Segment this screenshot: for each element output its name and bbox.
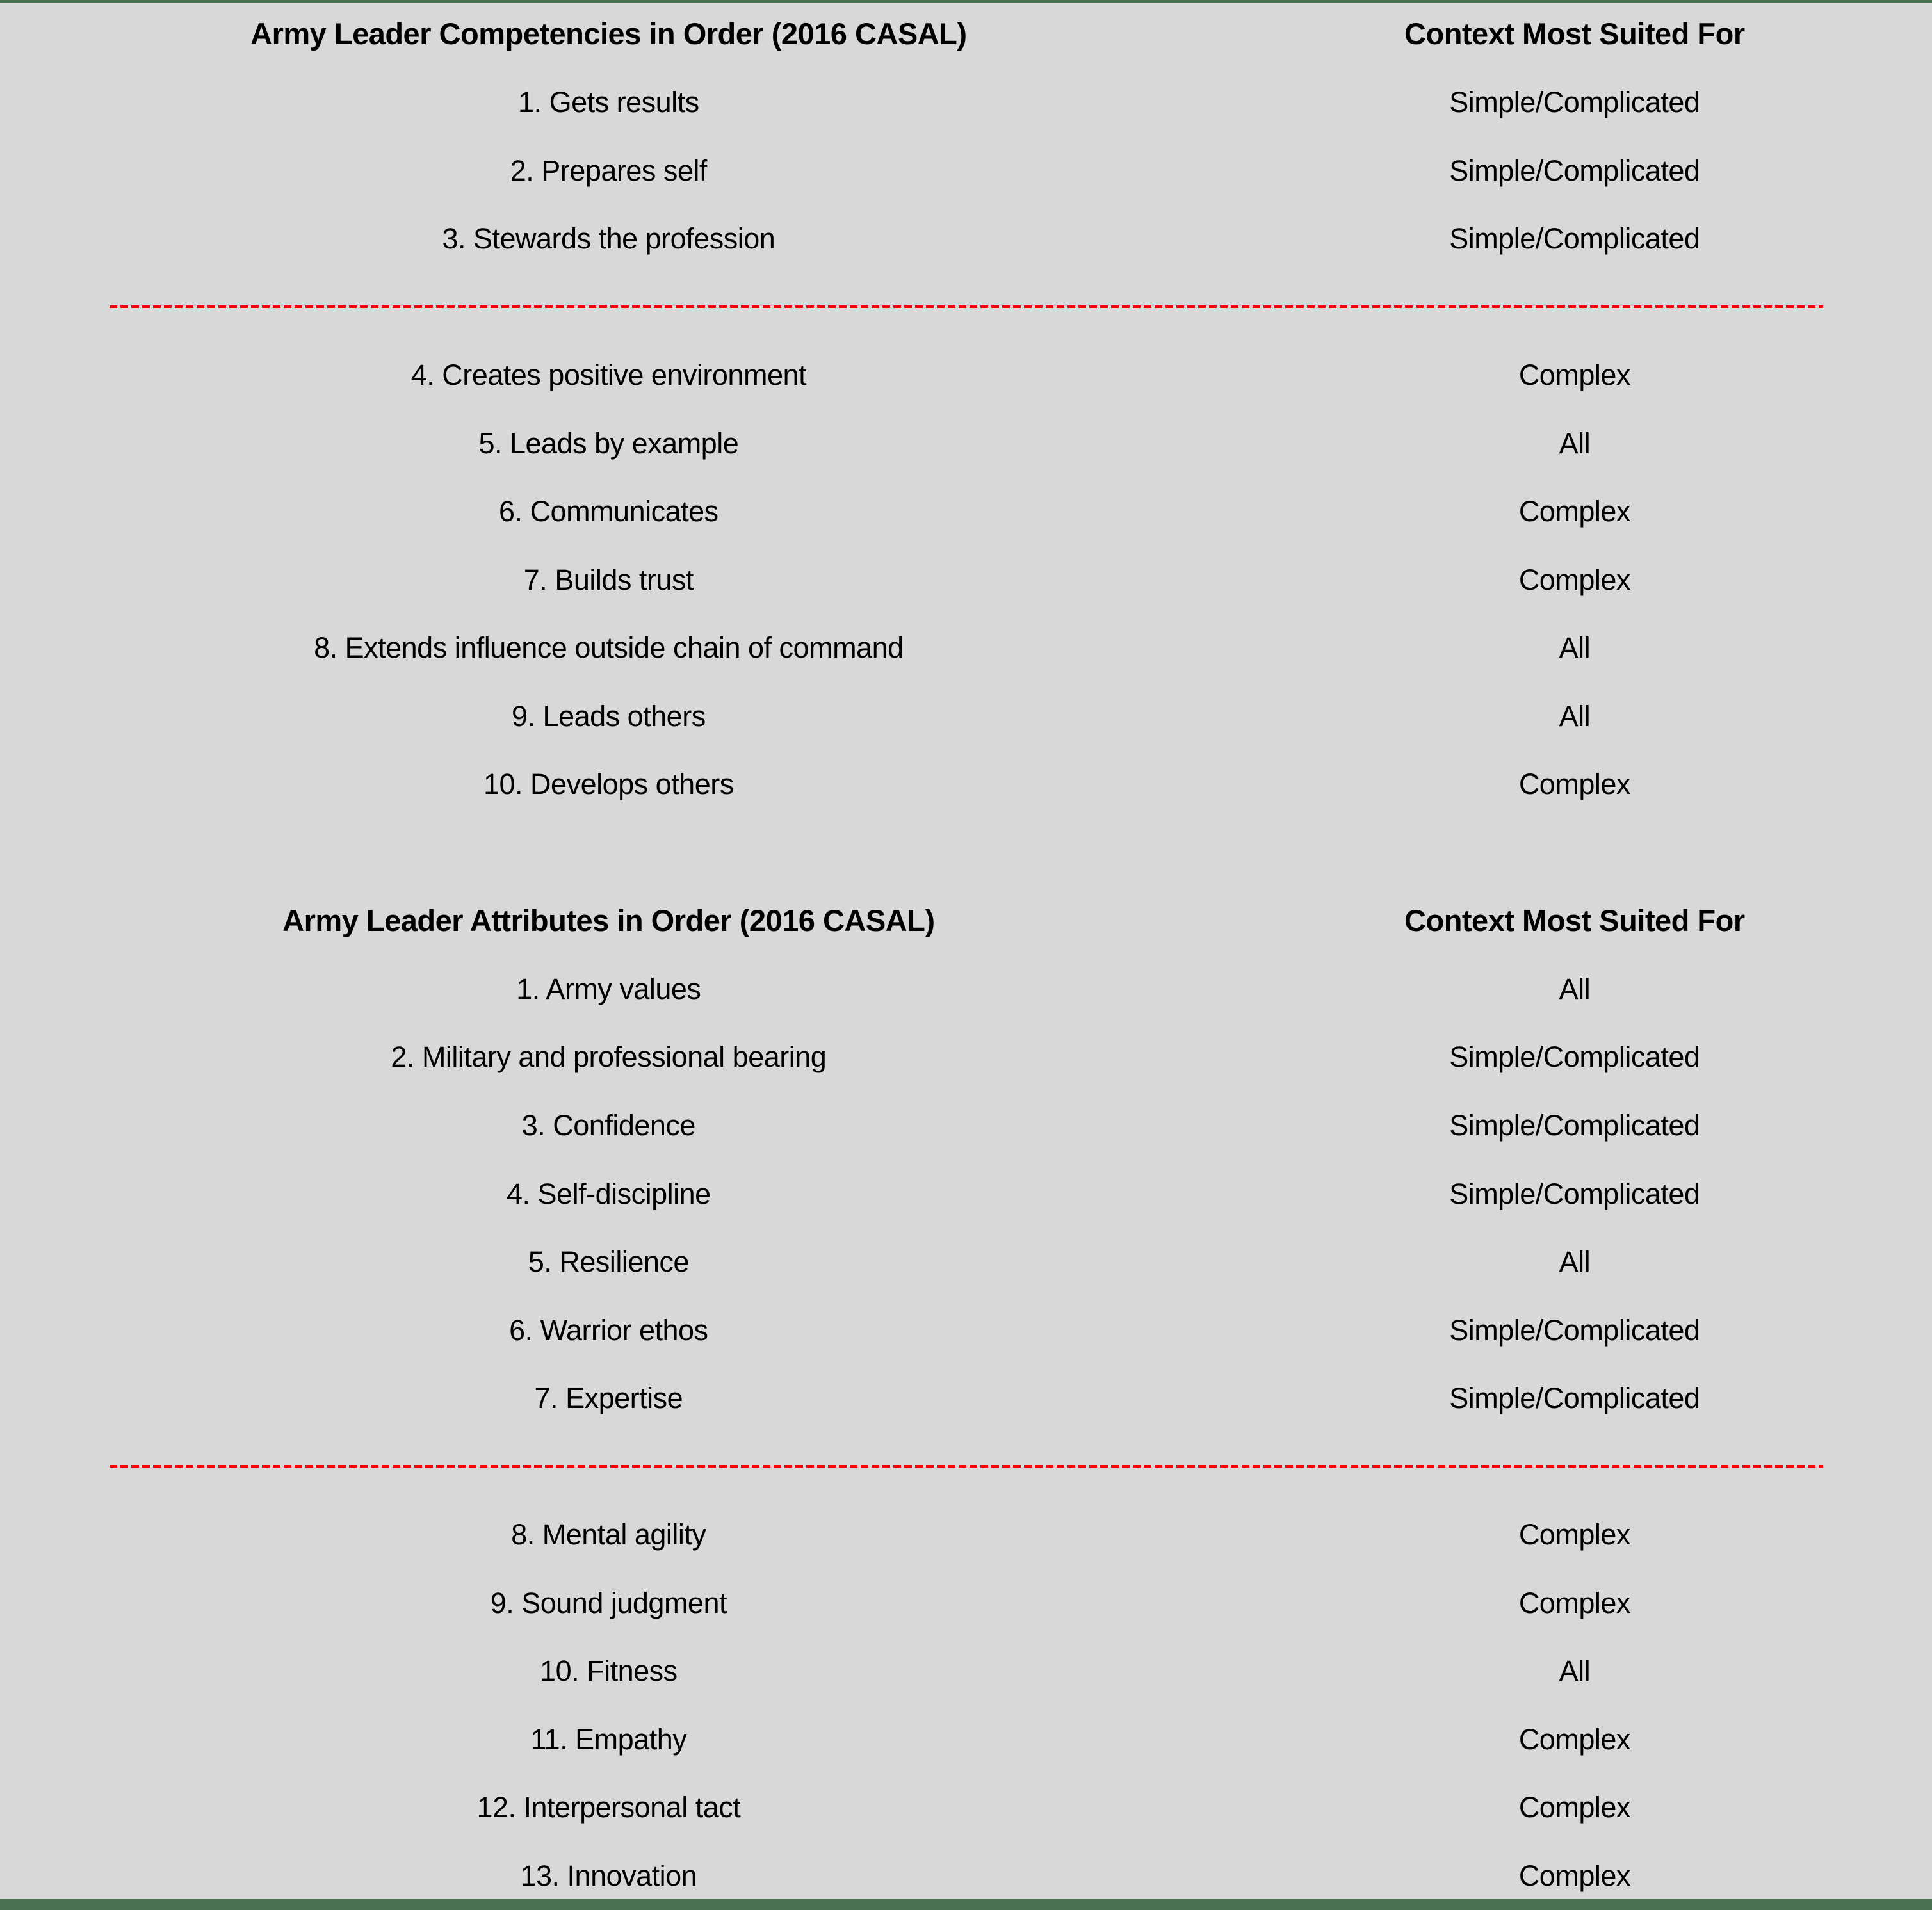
table-row: [0, 478, 1932, 546]
item-context: Complex: [1518, 359, 1630, 392]
item-context: Complex: [1518, 1518, 1630, 1551]
item-context: All: [1559, 1245, 1591, 1279]
table-row: [0, 1228, 1932, 1297]
table-row: [0, 1774, 1932, 1842]
item-label: 5. Leads by example: [478, 426, 739, 460]
table-row: [0, 409, 1932, 478]
item-label: 2. Prepares self: [510, 154, 707, 187]
item-label: 5. Resilience: [528, 1245, 689, 1279]
table-row: [0, 614, 1932, 683]
table-row: [0, 1296, 1932, 1364]
item-context: Simple/Complicated: [1449, 1313, 1700, 1347]
item-context: Simple/Complicated: [1449, 1382, 1700, 1415]
divider-row: [0, 1432, 1932, 1501]
item-label: 3. Confidence: [521, 1109, 695, 1142]
section-header-row: [0, 887, 1932, 955]
item-context: Complex: [1518, 1722, 1630, 1756]
red-dashed-divider: [110, 1465, 1823, 1468]
section-title: Army Leader Attributes in Order (2016 CASAL): [282, 903, 935, 938]
context-column-header: Context Most Suited For: [1404, 903, 1745, 938]
context-column-header: Context Most Suited For: [1404, 17, 1745, 51]
red-dashed-divider: [110, 305, 1823, 308]
item-context: Complex: [1518, 563, 1630, 596]
item-label: 4. Self-discipline: [507, 1177, 711, 1210]
top-accent-bar: [0, 0, 1932, 3]
item-label: 10. Develops others: [483, 768, 734, 801]
item-context: All: [1559, 426, 1591, 460]
item-label: 11. Empathy: [530, 1722, 687, 1756]
item-label: 1. Gets results: [518, 86, 699, 119]
item-label: 8. Extends influence outside chain of command: [314, 631, 904, 665]
item-label: 1. Army values: [516, 972, 701, 1005]
item-context: All: [1559, 699, 1591, 732]
item-context: Complex: [1518, 1791, 1630, 1824]
table-row: [0, 1160, 1932, 1228]
item-label: 12. Interpersonal tact: [476, 1791, 741, 1824]
table-row: [0, 341, 1932, 410]
table-row: [0, 205, 1932, 273]
table-row: [0, 955, 1932, 1023]
divider-row: [0, 273, 1932, 341]
item-label: 7. Expertise: [534, 1382, 683, 1415]
item-label: 7. Builds trust: [523, 563, 694, 596]
item-label: 9. Sound judgment: [490, 1586, 727, 1619]
item-context: Simple/Complicated: [1449, 154, 1700, 187]
section-title: Army Leader Competencies in Order (2016 CASAL): [250, 17, 967, 51]
item-context: Simple/Complicated: [1449, 1177, 1700, 1210]
item-label: 8. Mental agility: [511, 1518, 706, 1551]
item-label: 4. Creates positive environment: [410, 359, 806, 392]
item-context: All: [1559, 972, 1591, 1005]
item-context: Simple/Complicated: [1449, 86, 1700, 119]
item-context: Complex: [1518, 1859, 1630, 1892]
section-header-row: [0, 0, 1932, 69]
spacer-row: [0, 818, 1932, 887]
item-context: Simple/Complicated: [1449, 1040, 1700, 1074]
table-row: [0, 1501, 1932, 1569]
item-label: 9. Leads others: [511, 699, 706, 732]
item-label: 6. Warrior ethos: [509, 1313, 708, 1347]
table-row: [0, 750, 1932, 819]
table-row: [0, 682, 1932, 750]
item-context: Simple/Complicated: [1449, 222, 1700, 255]
table-row: [0, 1364, 1932, 1433]
bottom-accent-bar: [0, 1899, 1932, 1910]
item-context: All: [1559, 1655, 1591, 1688]
item-label: 2. Military and professional bearing: [391, 1040, 827, 1074]
item-context: Complex: [1518, 495, 1630, 528]
item-context: Simple/Complicated: [1449, 1109, 1700, 1142]
item-label: 6. Communicates: [499, 495, 718, 528]
item-context: Complex: [1518, 1586, 1630, 1619]
table-row: [0, 1023, 1932, 1092]
table-row: [0, 1569, 1932, 1637]
item-label: 10. Fitness: [540, 1655, 678, 1688]
item-label: 3. Stewards the profession: [442, 222, 775, 255]
table-row: [0, 136, 1932, 205]
table-row: [0, 1092, 1932, 1160]
table-row: [0, 1705, 1932, 1774]
item-label: 13. Innovation: [520, 1859, 697, 1892]
table-row: [0, 69, 1932, 137]
table-row: [0, 1637, 1932, 1706]
item-context: All: [1559, 631, 1591, 665]
item-context: Complex: [1518, 768, 1630, 801]
table-row: [0, 546, 1932, 614]
